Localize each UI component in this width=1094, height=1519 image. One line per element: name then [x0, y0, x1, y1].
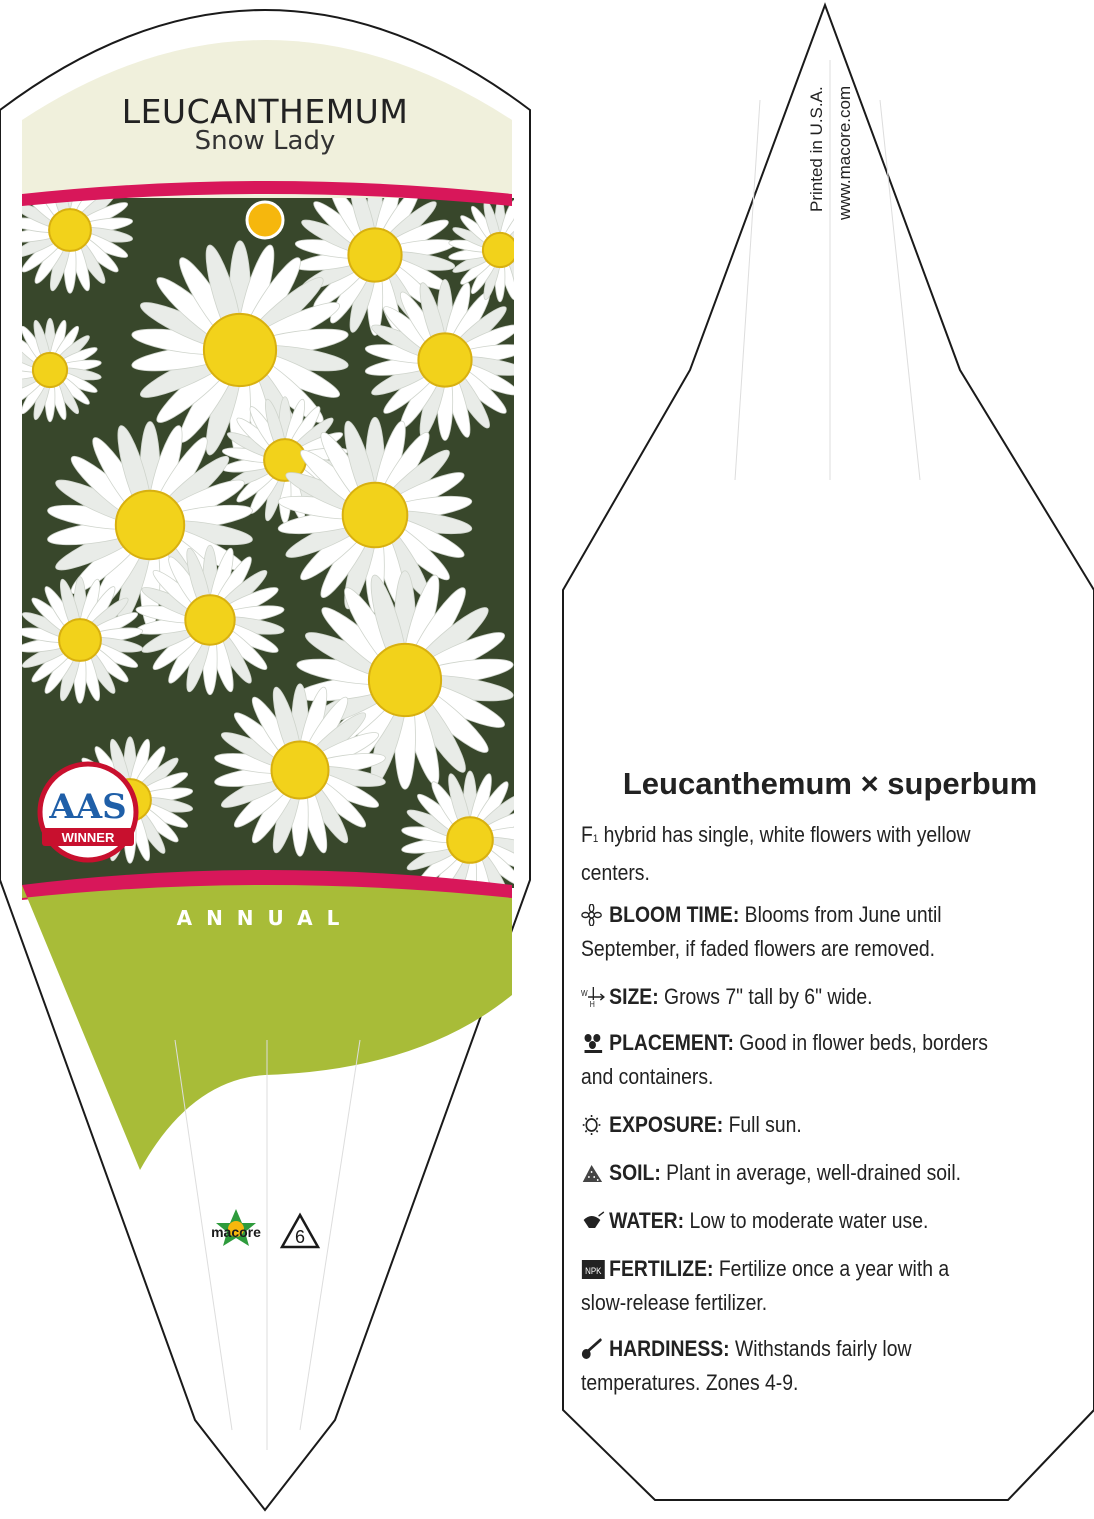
npk-icon — [581, 1256, 606, 1278]
soil-row: SOIL: Plant in average, well-drained soil. — [581, 1156, 995, 1190]
exposure-row: EXPOSURE: Full sun. — [581, 1108, 995, 1142]
macore-logo — [204, 1207, 334, 1259]
svg-text:NPK: NPK — [585, 1265, 602, 1277]
printed-in-label: Printed in U.S.A. — [807, 86, 826, 212]
aas-logo-text: AAS — [49, 787, 127, 827]
plant-title: LEUCANTHEMUM — [121, 92, 409, 131]
placement-row: PLACEMENT: Good in flower beds, borders and containers. — [581, 1030, 988, 1089]
placement-icon — [581, 1030, 606, 1052]
svg-text:H: H — [589, 999, 595, 1008]
category-label: ANNUAL — [176, 906, 354, 930]
cultivar-name: Snow Lady — [194, 126, 336, 156]
sun-icon — [581, 1112, 606, 1134]
thermometer-icon — [581, 1336, 606, 1358]
size-row: W H SIZE: Grows 7" tall by 6" wide. — [581, 984, 873, 1009]
flower-icon — [581, 902, 606, 924]
website-label: www.macore.com — [835, 85, 854, 220]
svg-text:W: W — [581, 988, 588, 999]
brand-name: macore — [211, 1224, 261, 1240]
recycle-code: 6 — [294, 1227, 306, 1247]
aas-winner-label: WINNER — [61, 830, 115, 845]
fertilize-row: NPK FERTILIZE: Fertilize once a year with a slow-release fertilizer. — [581, 1256, 950, 1315]
intro-text: F1 hybrid has single, white flowers with yellow centers. — [581, 822, 971, 885]
soil-icon — [581, 1160, 606, 1182]
bloom-time-row: BLOOM TIME: Blooms from June until September, if faded flowers are removed. — [581, 902, 942, 961]
watering-icon — [581, 1208, 606, 1230]
water-row: WATER: Low to moderate water use. — [581, 1204, 995, 1238]
printed-block — [770, 60, 930, 235]
size-icon — [581, 984, 606, 1006]
recycle-icon — [282, 1215, 318, 1247]
hardiness-row: HARDINESS: Withstands fairly low temperatures. Zones 4-9. — [581, 1336, 912, 1395]
species-name: Leucanthemum × superbum — [622, 766, 1038, 801]
aas-winner-badge — [36, 760, 140, 864]
orange-dot-icon — [247, 202, 283, 238]
